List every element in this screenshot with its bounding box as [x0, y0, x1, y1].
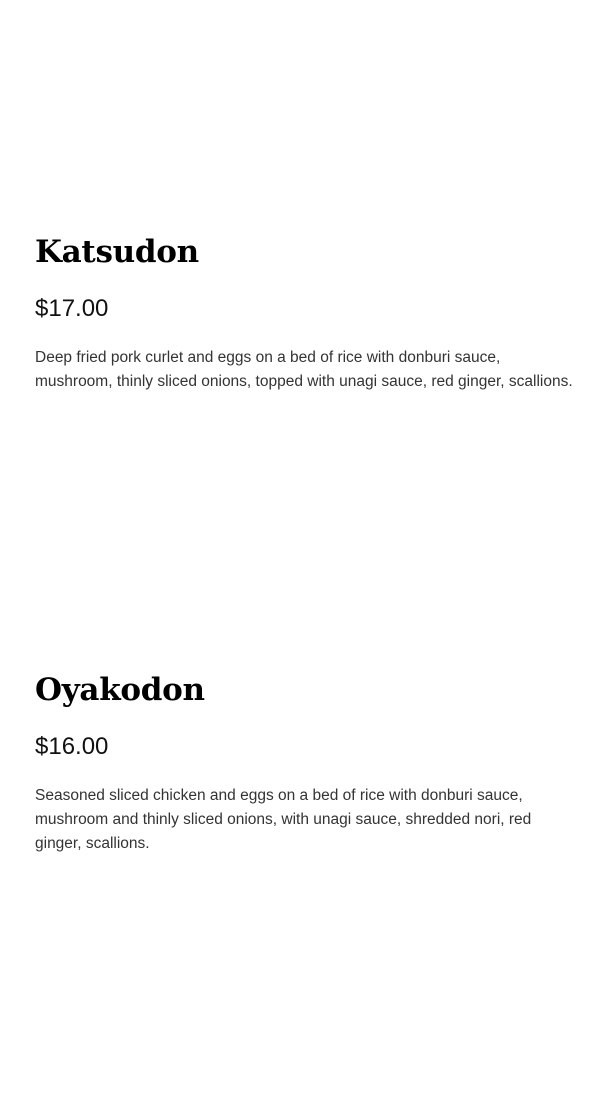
menu-item-price: $16.00	[35, 733, 109, 760]
menu-item-name: Katsudon	[35, 234, 199, 270]
menu-item-katsudon	[35, 232, 575, 394]
menu-item-price: $17.00	[35, 295, 109, 322]
menu-item-description: Deep fried pork curlet and eggs on a bed of rice with donburi sauce, mushroom, thinly sliced onions, topped with unagi sauce, red ginger, scallions.	[35, 349, 573, 390]
menu-item-description: Seasoned sliced chicken and eggs on a bed of rice with donburi sauce, mushroom and thinly sliced onions, with unagi sauce, shredded nori, red ginger, scallions.	[35, 787, 532, 852]
menu-item-oyakodon	[35, 670, 575, 856]
menu-item-name: Oyakodon	[35, 672, 205, 708]
